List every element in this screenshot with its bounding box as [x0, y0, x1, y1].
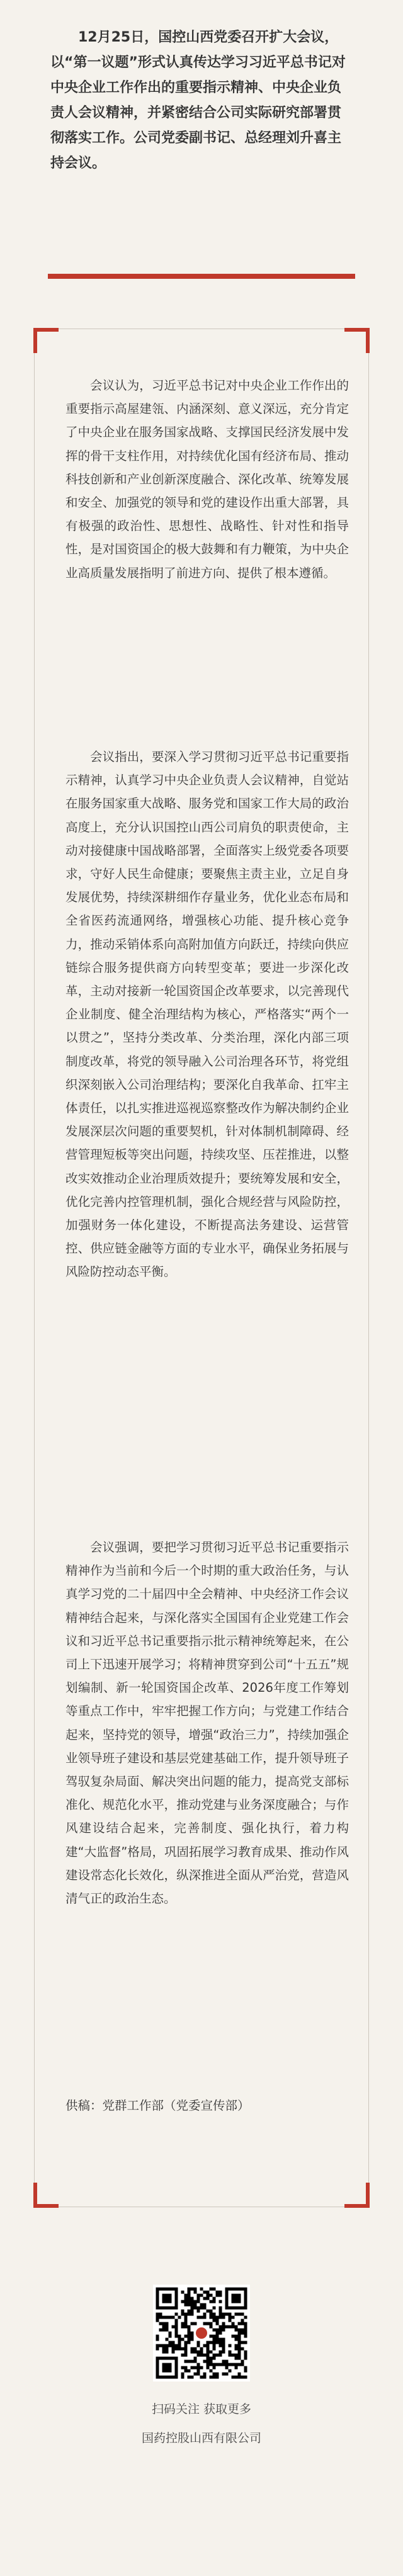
body-paragraph: 会议指出，要深入学习贯彻习近平总书记重要指示精神，认真学习中央企业负责人会议精神，自觉站在服务国家重大战略、服务党和国家工作大局的政治高度上，充分认识国控山西公司肩负的职责使命，主动对接健康中国战略部署，全面落实上级党委各项要求，守好人民生命健康；要聚焦主责主业，立足自身发展优势，持续深耕细作存量业务，优化业态布局和全省医药流通网络，增强核心功能、提升核心竞争力，推动采销体系向高附加值方向跃迁，持续向供应链综合服务提供商方向转型变革；要进一步深化改革，主动对接新一轮国资国企改革要求，以完善现代企业制度、健全治理结构为核心，严格落实“两个一以贯之”，坚持分类改革、分类治理，深化内部三项制度改革，将党的领导融入公司治理各环节，将党组织深刻嵌入公司治理结构；要深化自我革命、扛牢主体责任，以扎实推进巡视巡察整改作为解决制约企业发展深层次问题的重要契机，针对体制机制障碍、经营管理短板等突出问题，持续攻坚、压茬推进，以整改实效推动企业治理质效提升；要统筹发展和安全，优化完善内控管理机制，强化合规经营与风险防控，加强财务一体化建设，不断提高法务建设、运营管控、供应链金融等方面的专业水平，确保业务拓展与风险防控动态平衡。 — [65, 750, 349, 1280]
red-divider — [48, 274, 355, 279]
intro-paragraph: 12月25日，国控山西党委召开扩大会议，以“第一议题”形式认真传达学习习近平总书记对中央企业工作作出的重要指示精神、中央企业负责人会议精神，并紧密结合公司实际研究部署贯彻落实工作。公司党委副书记、总经理刘升喜主持会议。 — [50, 30, 346, 171]
frame-corner-top-left — [33, 328, 59, 353]
frame-corner-bottom-right — [344, 2183, 370, 2208]
qr-code-graphic — [153, 2285, 250, 2382]
company-name: 国药控股山西有限公司 — [141, 2431, 261, 2445]
body-paragraph: 会议强调，要把学习贯彻习近平总书记重要指示精神作为当前和今后一个时期的重大政治任务，与认真学习党的二十届四中全会精神、中央经济工作会议精神结合起来，与深化落实全国国有企业党建工作会议和习近平总书记重要指示批示精神统筹起来，在公司上下迅速开展学习；将精神贯穿到公司“十五五”规划编制、新一轮国资国企改革、2026年度工作筹划等重点工作中，牢牢把握工作方向；与党建工作结合起来，坚持党的领导，增强“政治三力”，持续加强企业领导班子建设和基层党建基础工作，提升领导班子驾驭复杂局面、解决突出问题的能力，提高党支部标准化、规范化水平，推动党建与业务深度融合；与作风建设结合起来，完善制度、强化执行，着力构建“大监督”格局，巩固拓展学习教育成果、推动作风建设常态化长效化，纵深推进全面从严治党，营造风清气正的政治生态。 — [65, 1540, 349, 1906]
frame-corner-top-right — [344, 328, 370, 353]
qr-code-image[interactable] — [153, 2285, 250, 2382]
body-paragraph: 会议认为，习近平总书记对中央企业工作作出的重要指示高屋建瓴、内涵深刻、意义深远，充分肯定了中央企业在服务国家战略、支撑国民经济发展中发挥的骨干支柱作用，对持续优化国有经济布局、推动科技创新和产业创新深度融合、深化改革、统筹发展和安全、加强党的领导和党的建设作出重大部署，具有极强的政治性、思想性、战略性、针对性和指导性，是对国资国企的极大鼓舞和有力鞭策，为中央企业高质量发展指明了前进方向、提供了根本遵循。 — [65, 378, 349, 580]
follow-text: 扫码关注 获取更多 — [151, 2402, 252, 2416]
frame-corner-bottom-left — [33, 2183, 59, 2208]
source-credit: 供稿：党群工作部（党委宣传部） — [65, 2098, 250, 2113]
